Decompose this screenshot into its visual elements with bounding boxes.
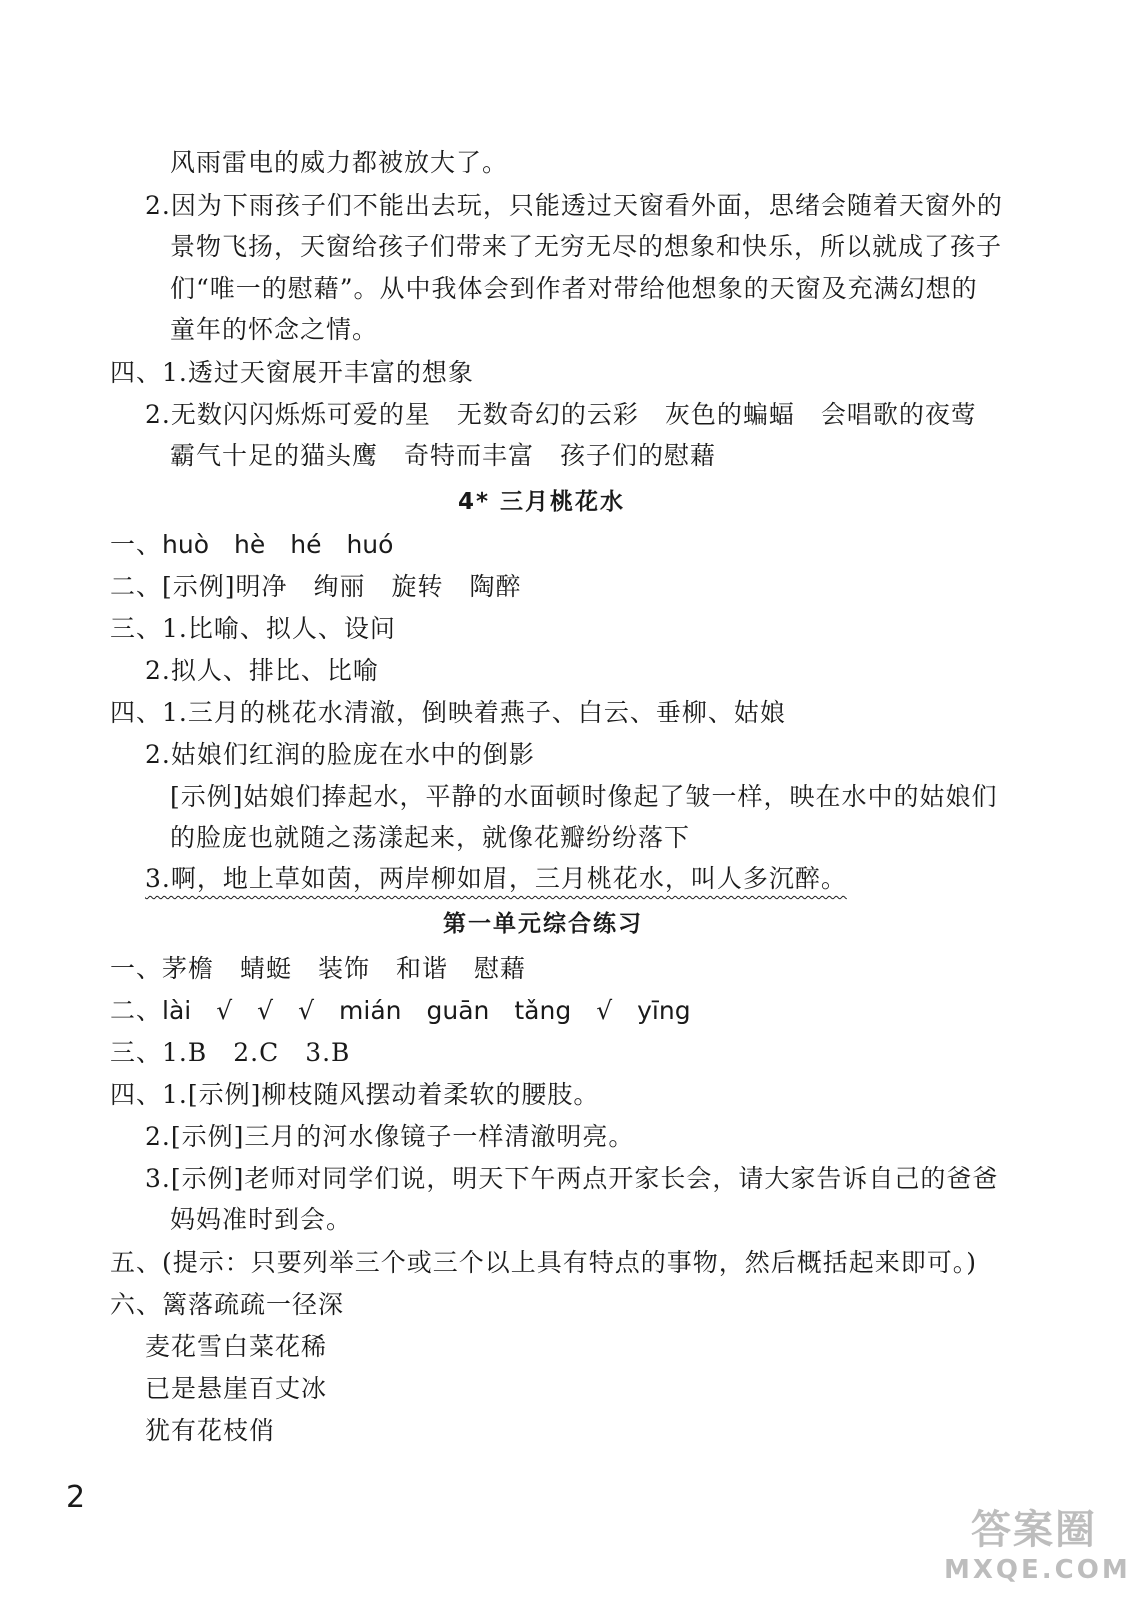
answer-line: 麦花雪白菜花稀 [145,1332,328,1361]
answer-line: 3.[示例]老师对同学们说，明天下午两点开家长会，请大家告诉自己的爸爸 [145,1164,999,1193]
text-line: 风雨雷电的威力都被放大了。 [170,148,509,177]
answer-line: [示例]姑娘们捧起水，平静的水面顿时像起了皱一样，映在水中的姑娘们 [170,782,998,811]
watermark-url: MXQE.COM [944,1555,1131,1585]
answer-line: 五、(提示：只要列举三个或三个以上具有特点的事物，然后概括起来即可。) [110,1248,978,1277]
answer-line: 妈妈准时到会。 [170,1205,353,1234]
text-line: 2.无数闪闪烁烁可爱的星 无数奇幻的云彩 灰色的蝙蝠 会唱歌的夜莺 [145,400,977,429]
answer-line: 犹有花枝俏 [145,1416,276,1445]
answer-line: 2.拟人、排比、比喻 [145,656,379,685]
text-line: 霸气十足的猫头鹰 奇特而丰富 孩子们的慰藉 [170,441,717,470]
section-title: 第一单元综合练习 [443,911,643,937]
answer-line: 二、[示例]明净 绚丽 旋转 陶醉 [110,572,522,601]
answer-line: 已是悬崖百丈冰 [145,1374,328,1403]
watermark-logo [944,1506,1131,1592]
watermark-text: 答案圈 [971,1507,1097,1553]
answer-line: 四、1.三月的桃花水清澈，倒映着燕子、白云、垂柳、姑娘 [110,698,786,727]
answer-line: 的脸庞也就随之荡漾起来，就像花瓣纷纷落下 [170,823,691,852]
underlined-answer: 3.啊，地上草如茵，两岸柳如眉，三月桃花水，叫人多沉醉。 [145,864,847,893]
answer-line: 六、篱落疏疏一径深 [110,1290,345,1319]
answer-line [110,994,691,1028]
answer-line: 2.姑娘们红润的脸庞在水中的倒影 [145,740,535,769]
section-title: 4* 三月桃花水 [458,489,626,515]
pinyin-answers: huò hè hé huó [162,530,394,559]
page-number: 2 [66,1480,86,1515]
answer-line: 2.[示例]三月的河水像镜子一样清澈明亮。 [145,1122,635,1151]
answer-line: 四、1.[示例]柳枝随风摆动着柔软的腰肢。 [110,1080,600,1109]
text-line: 景物飞扬，天窗给孩子们带来了无穷无尽的想象和快乐，所以就成了孩子 [170,232,1003,261]
answer-line: 三、1.比喻、拟人、设问 [110,614,396,643]
answer-line: 一、茅檐 蜻蜓 装饰 和谐 慰藉 [110,954,527,983]
answer-line [110,528,393,562]
text-line: 们“唯一的慰藉”。从中我体会到作者对带给他想象的天窗及充满幻想的 [170,274,978,303]
answer-label: 二、 [110,996,163,1025]
answer-label: 一、 [110,530,163,559]
text-line: 童年的怀念之情。 [170,315,379,344]
text-line: 2.因为下雨孩子们不能出去玩，只能透过天窗看外面，思绪会随着天窗外的 [145,191,1003,220]
text-line: 四、1.透过天窗展开丰富的想象 [110,358,474,387]
answer-line: 三、1.B 2.C 3.B [110,1038,351,1067]
pinyin-answers: lài √ √ √ mián guān tǎng √ yīng [162,996,691,1025]
